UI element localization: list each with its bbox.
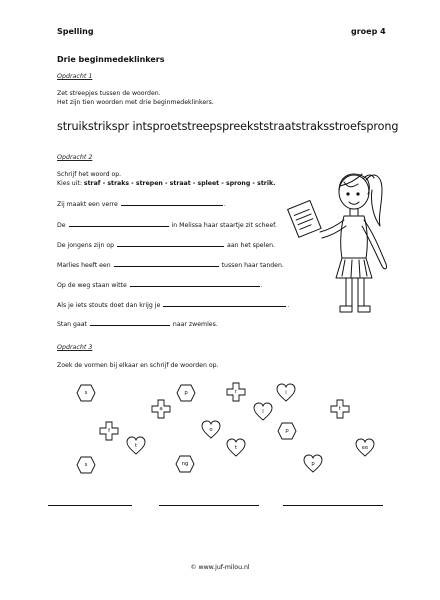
- opdracht-2-line-1: Schrijf het woord op.: [57, 171, 122, 178]
- opdracht-1-line-1: Zet streepjes tussen de woorden.: [57, 90, 161, 97]
- shape-letter: s: [84, 390, 88, 396]
- sentence-6-before: Als je iets stouts doet dan krijg je: [57, 302, 161, 309]
- shape-cross-t: [330, 399, 350, 419]
- shape-heart-i: [276, 383, 296, 403]
- shape-letter: t: [134, 443, 138, 449]
- sentence-3: [57, 240, 275, 249]
- sentence-7: [57, 319, 218, 328]
- shape-cross-f: [99, 421, 119, 441]
- sentence-1-before: Zij maakt een verre: [57, 201, 118, 208]
- opdracht-2-label: Opdracht 2: [57, 154, 93, 161]
- shape-heart-t: [126, 436, 146, 456]
- opdracht-1-label: Opdracht 1: [57, 73, 93, 80]
- shape-letter: p: [184, 390, 188, 396]
- answer-line-3[interactable]: [117, 240, 224, 247]
- answer-line-5[interactable]: [130, 280, 260, 287]
- shape-letter: s: [84, 462, 88, 468]
- sentence-4: [57, 260, 284, 269]
- shape-letter: t: [338, 406, 342, 412]
- shape-hexagon-s: [76, 383, 96, 403]
- footer-copyright: © www.juf-milou.nl: [190, 564, 250, 571]
- kies-uit-line: [57, 180, 275, 187]
- page-title: Drie beginmedeklinkers: [57, 55, 165, 64]
- shape-letter: p: [285, 428, 289, 434]
- word-answer-line-3[interactable]: [283, 505, 383, 506]
- shape-hexagon-p: [176, 383, 196, 403]
- shape-letter: p: [311, 461, 315, 467]
- sentence-2: [57, 220, 277, 229]
- shape-letter: l: [262, 409, 264, 415]
- shape-letter: t: [234, 445, 238, 451]
- shape-hexagon-p-2: [277, 421, 297, 441]
- sentence-7-after: naar zwemles.: [172, 321, 218, 328]
- shape-letter: r: [234, 389, 238, 395]
- shape-letter: a: [159, 406, 163, 412]
- answer-line-4[interactable]: [114, 260, 219, 267]
- sentence-3-before: De jongens zijn op: [57, 242, 115, 249]
- answer-line-7[interactable]: [90, 319, 170, 326]
- sentence-4-before: Marlies heeft een: [57, 262, 111, 269]
- subject-label: Spelling: [57, 27, 94, 36]
- word-answer-line-2[interactable]: [159, 505, 259, 506]
- answer-line-2[interactable]: [69, 220, 169, 227]
- sentence-6-after: .: [287, 302, 290, 309]
- sentence-7-before: Stan gaat: [57, 321, 87, 328]
- kies-uit-words: straf - straks - strepen - straat - spleet - sprong - strik.: [83, 180, 276, 187]
- kies-uit-prefix: Kies uit:: [57, 180, 84, 187]
- sentence-5-after: .: [260, 282, 263, 289]
- group-label: groep 4: [351, 27, 386, 36]
- shape-hexagon-s-2: [76, 455, 96, 475]
- shape-heart-p: [303, 454, 323, 474]
- word-answer-line-1[interactable]: [48, 505, 132, 506]
- answer-line-1[interactable]: [121, 199, 223, 206]
- shape-heart-l: [253, 402, 273, 422]
- shape-cross-r: [226, 382, 246, 402]
- sentence-5: [57, 280, 263, 289]
- shape-cross-a: [151, 399, 171, 419]
- sentence-1: [57, 199, 226, 208]
- answer-line-6[interactable]: [163, 300, 286, 307]
- sentence-6: [57, 300, 289, 309]
- sentence-5-before: Op de weg staan witte: [57, 282, 127, 289]
- opdracht-3-instruction: Zoek de vormen bij elkaar en schrijf de woorden op.: [57, 362, 219, 369]
- shape-heart-o: [201, 420, 221, 440]
- word-string: struikstrikspr intsproetstreepspreekststraatstraksstroefsprong: [57, 120, 399, 133]
- shape-letter: o: [209, 427, 213, 433]
- shape-letter: ng: [181, 461, 189, 467]
- sentence-2-before: De: [57, 222, 66, 229]
- shape-letter: ee: [361, 445, 369, 451]
- shape-hexagon-ng: [175, 454, 195, 474]
- opdracht-1-line-2: Het zijn tien woorden met drie beginmedeklinkers.: [57, 99, 214, 106]
- shape-heart-t-2: [226, 438, 246, 458]
- shape-letter: i: [285, 390, 287, 396]
- shape-heart-ee: [355, 438, 375, 458]
- sentence-1-after: .: [223, 201, 226, 208]
- shape-letter: f: [108, 428, 110, 434]
- girl-with-book-illustration: [282, 160, 394, 322]
- sentence-4-after: tussen haar tanden.: [221, 262, 284, 269]
- sentence-2-after: in Melissa haar staartje zit scheef.: [171, 222, 277, 229]
- sentence-3-after: aan het spelen.: [227, 242, 276, 249]
- opdracht-3-label: Opdracht 3: [57, 344, 93, 351]
